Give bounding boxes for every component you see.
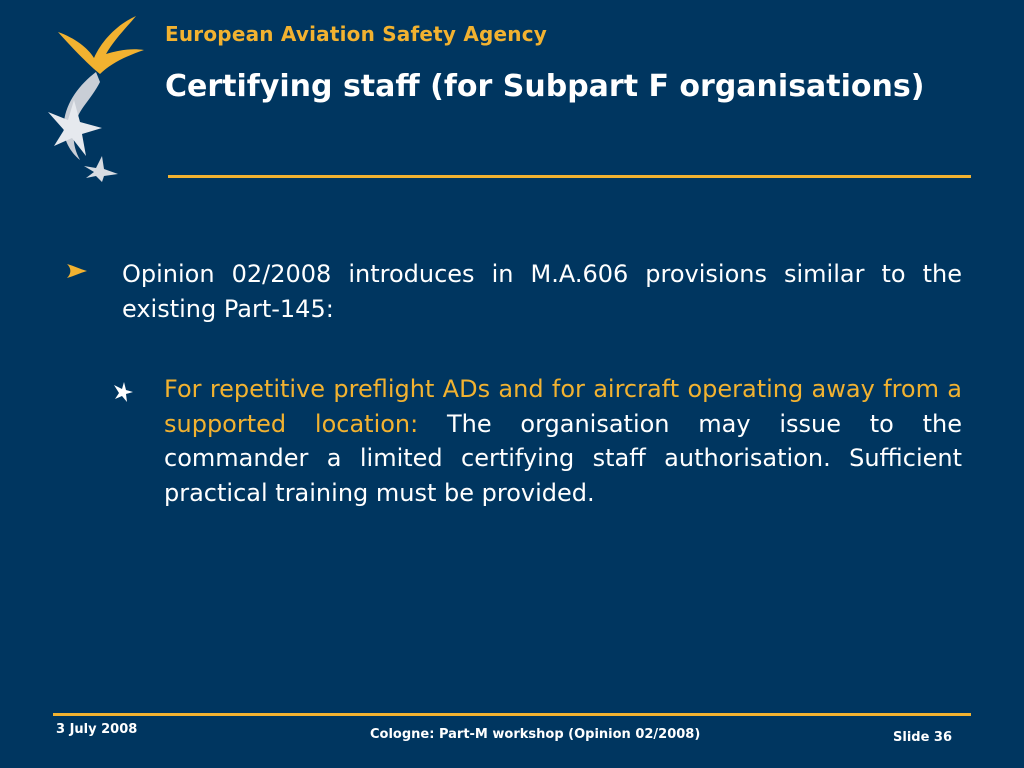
footer-date: 3 July 2008 (56, 722, 138, 737)
agency-name: European Aviation Safety Agency (165, 22, 548, 46)
slide-number: Slide 36 (893, 730, 953, 745)
easa-birds-logo-icon (40, 10, 150, 182)
star-bullet-icon (112, 381, 134, 403)
bullet-opinion: Opinion 02/2008 introduces in M.A.606 provisions similar to the existing Part-145: (122, 260, 962, 323)
bullet-highlight-text: For repetitive preflight ADs and for aircraft operating away from a supported location: (164, 375, 962, 438)
bullet-body-text: The organisation may issue to the commander a limited certifying staff authorisation. Sufficient practical training must be provided. (164, 409, 962, 507)
slide-title: Certifying staff (for Subpart F organisations) (165, 69, 925, 104)
bullet-repetitive-ads (164, 372, 962, 510)
title-divider (168, 175, 971, 178)
footer-event: Cologne: Part-M workshop (Opinion 02/2008) (370, 727, 701, 742)
footer-divider (53, 713, 971, 716)
arrow-bullet-icon (66, 262, 88, 280)
